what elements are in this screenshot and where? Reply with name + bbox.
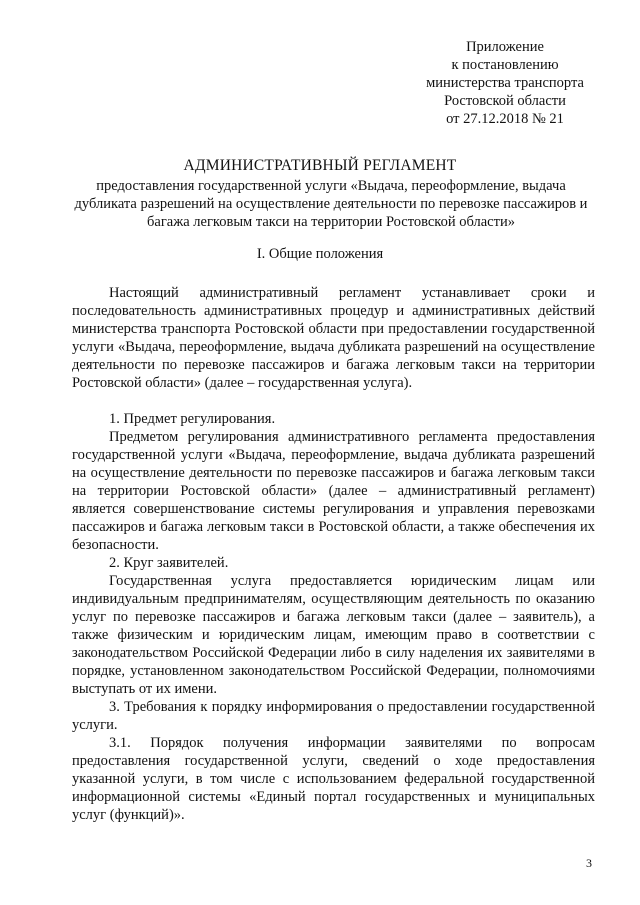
approval-header <box>400 38 610 128</box>
header-line: министерства транспорта <box>426 75 584 91</box>
page-number: 3 <box>586 856 592 870</box>
paragraph-item-3-1: 3.1. Порядок получения информации заявителями по вопросам предоставления государственной услуги, сведений о ходе предоставления указанной услуги, в том числе с использованием федеральной государственной информационной системы «Единый портал государственных и муниципальных услуг (функций)». <box>72 735 595 823</box>
paragraph-item-2: 2. Круг заявителей. <box>109 555 229 571</box>
paragraph-intro: Настоящий административный регламент устанавливает сроки и последовательность административных процедур и административных действий министерства транспорта Ростовской области при предоставлении государственной услуги «Выдача, переоформление, выдача дубликата разрешений на осуществление деятельности по перевозке пассажиров и багажа легковым такси на территории Ростовской области» (далее – государственная услуга). <box>72 285 595 391</box>
header-line: Приложение <box>466 39 544 55</box>
paragraph-subject: Предметом регулирования административного регламента предоставления государственной услуги «Выдача, переоформление, выдача дубликата разрешений на осуществление деятельности по перевозке пассажиров и багажа легковым такси на территории Ростовской области» (далее – административный регламент) является совершенствование системы регулирования и управления перевозками пассажиров и багажа легковым такси в Ростовской области, а также обеспечения их безопасности. <box>72 429 595 553</box>
paragraph-item-3: 3. Требования к порядку информирования о предоставлении государственной услуги. <box>72 699 595 733</box>
section-heading: I. Общие положения <box>256 246 384 262</box>
header-line: к постановлению <box>451 57 559 73</box>
header-line: Ростовской области <box>444 93 566 109</box>
paragraph-applicants: Государственная услуга предоставляется юридическим лицам или индивидуальным предпринимателям, осуществляющим деятельность по оказанию услуг по перевозке пассажиров и багажа легковым такси (далее – заявитель), а также физическим и юридическим лицам, имеющим право в соответствии с законодательством Российской Федерации либо в силу наделения их заявителями в порядке, установленном законодательством Российской Федерации, полномочиями выступать от их имени. <box>72 573 595 697</box>
document-title: АДМИНИСТРАТИВНЫЙ РЕГЛАМЕНТ <box>183 157 457 174</box>
document-body <box>72 284 595 824</box>
paragraph-item-1: 1. Предмет регулирования. <box>109 411 276 427</box>
header-line: от 27.12.2018 № 21 <box>446 111 564 127</box>
document-subtitle: предоставления государственной услуги «Выдача, переоформление, выдача дубликата разрешений на осуществление деятельности по перевозке пассажиров и багажа легковым такси на территории Ростовской области» <box>74 178 588 230</box>
